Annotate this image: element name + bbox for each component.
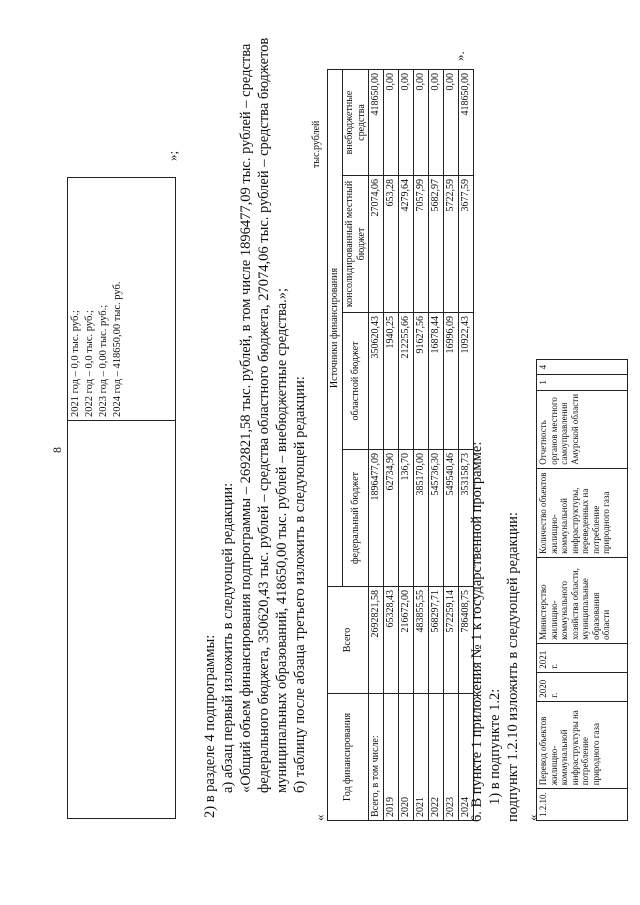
top-table-empty-cell <box>68 421 176 819</box>
cell-total: 786408,75 <box>459 587 474 694</box>
table-close-quote: ». <box>452 51 467 61</box>
cell-total: 2692821,58 <box>369 587 384 694</box>
cell-local: 5722,59 <box>444 176 459 313</box>
cell-total: 572259,14 <box>444 587 459 694</box>
table-row <box>444 70 459 821</box>
cell-year: 2022 <box>429 694 444 821</box>
cell-regional: 212255,66 <box>399 313 414 450</box>
year-line-2022: 2022 год – 0,0 тыс. руб.; <box>84 310 95 417</box>
paragraph-first-abzac: а) абзац первый изложить в следующей редакции: <box>220 482 236 793</box>
cell-year-to: 2021 г. <box>537 643 628 672</box>
cell-federal: 549540,46 <box>444 450 459 587</box>
header-extrabudget: внебюджетные средства <box>343 70 369 176</box>
table-unit-label: тыс.рублей <box>311 120 322 168</box>
cell-regional: 16878,44 <box>429 313 444 450</box>
table-open-quote: « <box>312 814 327 821</box>
cell-value-2: 4 <box>537 360 628 375</box>
cell-federal: 545736,30 <box>429 450 444 587</box>
cell-regional: 10922,43 <box>459 313 474 450</box>
cell-local: 7057,99 <box>414 176 429 313</box>
cell-federal: 353158,73 <box>459 450 474 587</box>
cell-total: 568297,71 <box>429 587 444 694</box>
funding-years-table <box>67 177 176 819</box>
header-sources: Источники финансирования <box>328 70 343 587</box>
cell-indicator: Количество объектов жилищно-коммунальной инфраструктуры, переведенных на потребление природного газа <box>537 468 628 557</box>
cell-extrabudget: 0,00 <box>414 70 429 176</box>
cell-local: 3677,59 <box>459 176 474 313</box>
cell-extrabudget: 0,00 <box>399 70 414 176</box>
paragraph-total-volume: «Общий объем финансирования подпрограммы – 2692821,58 тыс. рублей, в том числе 1896477,09 тыс. рублей – средства федерального бюджета, 350620,43 тыс. рублей – средства областного бюджета, 27074,06 тыс. рублей – средства бюджетов муниципальных образований, 418650,00 тыс. рублей – внебюджетные средства.»; <box>238 37 290 793</box>
cell-regional: 16996,09 <box>444 313 459 450</box>
year-line-2024: 2024 год – 418650,00 тыс. руб. <box>112 281 123 417</box>
cell-federal: 385170,00 <box>414 450 429 587</box>
cell-local: 27074,06 <box>369 176 384 313</box>
table-row <box>399 70 414 821</box>
year-line-2021: 2021 год – 0,0 тыс. руб.; <box>70 310 81 417</box>
cell-local: 4279,64 <box>399 176 414 313</box>
year-line-2023: 2023 год – 0,00 тыс. руб.; <box>98 304 109 417</box>
table-row <box>537 360 628 821</box>
cell-year: 2024 <box>459 694 474 821</box>
cell-extrabudget: 418650,00 <box>459 70 474 176</box>
paragraph-section4: 2) в разделе 4 подпрограммы: <box>202 634 218 818</box>
table-row <box>429 70 444 821</box>
cell-local: 653,28 <box>384 176 399 313</box>
header-regional: областной бюджет <box>343 313 369 450</box>
cell-number: 1.2.10. <box>537 789 628 821</box>
cell-year: 2021 <box>414 694 429 821</box>
paragraph-table-intro: б) таблицу после абзаца третьего изложить в следующей редакции: <box>292 376 308 793</box>
cell-extrabudget: 0,00 <box>444 70 459 176</box>
cell-total: 483855,55 <box>414 587 429 694</box>
cell-year: 2020 <box>399 694 414 821</box>
cell-federal: 1896477,09 <box>369 450 384 587</box>
paragraph-item6: 6. В пункте 1 приложения № 1 к государственной программе: <box>469 441 485 822</box>
cell-year: 2023 <box>444 694 459 821</box>
header-local: консолидированный местный бюджет <box>343 176 369 313</box>
cell-local: 5682,97 <box>429 176 444 313</box>
cell-federal: 62734,90 <box>384 450 399 587</box>
table-row <box>414 70 429 821</box>
cell-total: 65328,43 <box>384 587 399 694</box>
cell-executor: Министерство жилищно-коммунального хозяйства области, муниципальные образования области <box>537 557 628 643</box>
top-table-years-cell <box>68 178 176 421</box>
cell-federal: 136,70 <box>399 450 414 587</box>
header-total: Всего <box>328 587 369 694</box>
header-federal: федеральный бюджет <box>343 450 369 587</box>
cell-regional: 91627,56 <box>414 313 429 450</box>
cell-extrabudget: 418650,00 <box>369 70 384 176</box>
cell-year-from: 2020 г. <box>537 672 628 701</box>
cell-measure-name: Перевод объектов жилищно-коммунальной инфраструктуры на потребление природного газа <box>537 701 628 789</box>
header-year: Год финансирования <box>328 694 369 821</box>
page-number: 8 <box>50 447 64 453</box>
row-table-open-quote: « <box>525 814 540 821</box>
cell-extrabudget: 0,00 <box>429 70 444 176</box>
cell-year: 2019 <box>384 694 399 821</box>
paragraph-subitem: 1) в подпункте 1.2: <box>487 688 503 805</box>
top-block-closing-quote: »; <box>165 150 180 161</box>
subitem-table <box>536 359 628 821</box>
financing-table <box>327 69 474 821</box>
cell-total: 216672,00 <box>399 587 414 694</box>
cell-regional: 350620,43 <box>369 313 384 450</box>
table-row <box>384 70 399 821</box>
paragraph-subitem-1210: подпункт 1.2.10 изложить в следующей редакции: <box>505 512 521 822</box>
cell-regional: 1940,25 <box>384 313 399 450</box>
cell-extrabudget: 0,00 <box>384 70 399 176</box>
cell-value-1: 1 <box>537 375 628 390</box>
cell-report: Отчетность органов местного самоуправления Амурской области <box>537 390 628 468</box>
table-row <box>369 70 384 821</box>
cell-year: Всего, в том числе: <box>369 694 384 821</box>
